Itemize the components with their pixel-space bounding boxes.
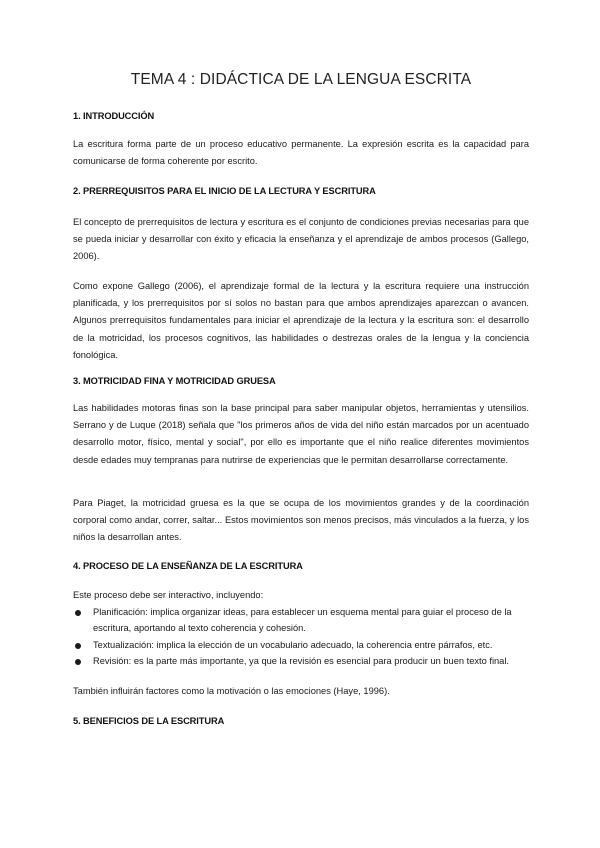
bullet-dot-icon [75,643,81,649]
section-heading-introduccion: 1. INTRODUCCIÓN [73,111,155,121]
bullet-dot-icon [75,659,81,665]
section-heading-beneficios: 5. BENEFICIOS DE LA ESCRITURA [73,716,225,726]
writing-process-list [73,604,529,670]
list-item-text: Revisión: es la parte más importante, ya que la revisión es esencial para producir un buen texto final. [93,656,510,667]
paragraph-proceso-intro: Este proceso debe ser interactivo, incluyendo: [73,590,264,600]
list-item-text: Planificación: implica organizar ideas, para establecer un esquema mental para guiar el proceso de la escritura, aportando al texto coherencia y cohesión. [93,607,512,634]
paragraph-motricidad-fina: Las habilidades motoras finas son la base principal para saber manipular objetos, herramientas y utensilios. Serrano y de Luque (2018) señala que "los primeros años de vida del niño están marcados por un acentuado desarrollo motor, físico, mental y social", por ello es importante que el niño realice diferentes movimientos desde edades muy tempranas para nutrirse de experiencias que le permitan desarrollarse correctamente. [73,403,529,465]
paragraph-proceso-outro: También influirán factores como la motivación o las emociones (Haye, 1996). [73,686,390,696]
paragraph-prerrequisitos-2: Como expone Gallego (2006), el aprendizaje formal de la lectura y la escritura requiere una instrucción planificada, y los prerrequisitos por sí solos no bastan para que ambos aprendizajes aparezcan o avancen. Algunos prerrequisitos fundamentales para iniciar el aprendizaje de la lectura y la escritura son: el desarrollo de la motricidad, los procesos cognitivos, las habilidades o destrezas orales de la lengua y la conciencia fonológica. [73,281,529,360]
list-item [73,637,529,653]
paragraph-prerrequisitos-1: El concepto de prerrequisitos de lectura y escritura es el conjunto de condiciones previas necesarias para que se pueda iniciar y desarrollar con éxito y eficacia la enseñanza y el aprendizaje de ambos procesos (Gallego, 2006). [73,217,529,262]
list-item-text: Textualización: implica la elección de un vocabulario adecuado, la coherencia entre párrafos, etc. [93,639,493,650]
list-item [73,653,529,669]
document-title: TEMA 4 : DIDÁCTICA DE LA LENGUA ESCRITA [130,71,472,88]
section-heading-motricidad: 3. MOTRICIDAD FINA Y MOTRICIDAD GRUESA [73,376,276,386]
paragraph-introduccion: La escritura forma parte de un proceso educativo permanente. La expresión escrita es la capacidad para comunicarse de forma coherente por escrito. [73,139,529,167]
list-item [73,604,529,637]
section-heading-prerrequisitos: 2. PRERREQUISITOS PARA EL INICIO DE LA LECTURA Y ESCRITURA [73,186,376,196]
bullet-dot-icon [75,610,81,616]
paragraph-motricidad-gruesa: Para Piaget, la motricidad gruesa es la que se ocupa de los movimientos grandes y de la coordinación corporal como andar, correr, saltar... Estos movimientos son menos precisos, más vinculados a la fuerza, y los niños la desarrollan antes. [73,498,529,543]
section-heading-proceso-escritura: 4. PROCESO DE LA ENSEÑANZA DE LA ESCRITURA [73,561,303,571]
